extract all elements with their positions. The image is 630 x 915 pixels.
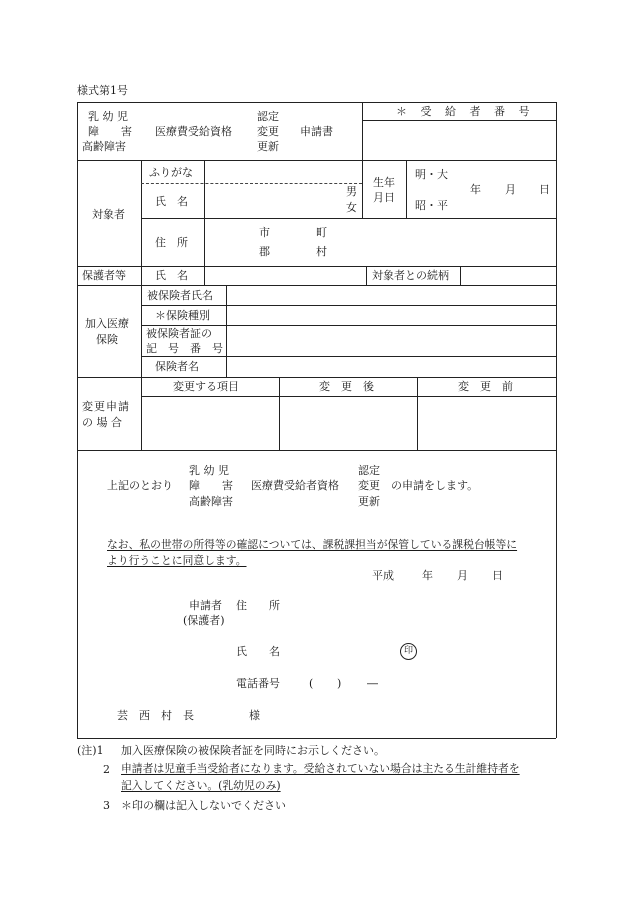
insurance-card-number-field[interactable] <box>227 326 555 355</box>
addressee: 芸 西 村 長 <box>117 709 194 722</box>
furigana-label: ふりがな <box>149 166 193 179</box>
header-subject: 医療費受給資格 <box>155 125 232 138</box>
form-id: 様式第1号 <box>77 84 128 97</box>
change-section-label-2: の 場 合 <box>82 416 122 429</box>
birth-day-unit: 日 <box>539 183 550 196</box>
insurance-card-label-1: 被保険者証の <box>146 327 212 340</box>
relation-field[interactable] <box>461 267 555 284</box>
phone-paren-close: ) <box>337 677 342 690</box>
header-action-renew: 更新 <box>257 140 279 153</box>
birth-label-2: 月日 <box>373 191 395 204</box>
applicant-name-label: 氏 名 <box>236 645 280 658</box>
guardian-name-label: 氏 名 <box>155 269 188 282</box>
decl-action-change: 変更 <box>358 479 380 492</box>
era-meiji-taisho[interactable]: 明・大 <box>415 168 448 181</box>
decl-type-elderly: 高齢障害 <box>189 495 233 508</box>
birth-label-1: 生年 <box>373 176 395 189</box>
insurance-type-field[interactable] <box>227 306 555 324</box>
phone-label: 電話番号 <box>236 677 280 690</box>
date-month-unit: 月 <box>457 569 468 582</box>
change-col-before: 変 更 前 <box>458 380 513 393</box>
insured-name-field[interactable] <box>227 286 555 304</box>
insurance-type-label: ＊保険種別 <box>155 309 210 322</box>
decl-type-infant: 乳 幼 児 <box>189 464 229 477</box>
guardian-name-field[interactable] <box>205 267 365 284</box>
address-unit-county: 郡 <box>259 245 270 258</box>
birth-year-unit: 年 <box>470 183 481 196</box>
note-3-text: ＊印の欄は記入しないでください <box>121 799 286 812</box>
subject-address-label: 住 所 <box>155 236 188 249</box>
header-type-elderly: 高齢障害 <box>82 140 126 153</box>
guardian-paren-label: (保護者) <box>183 614 225 627</box>
note-1-text: 加入医療保険の被保険者証を同時にお示しください。 <box>121 744 385 757</box>
note-2-num: 2 <box>103 763 110 776</box>
change-section-label-1: 変更申請 <box>82 400 130 413</box>
guardian-section-label: 保護者等 <box>82 269 126 282</box>
notes-prefix: (注)1 <box>77 744 104 757</box>
decl-action-certify: 認定 <box>358 464 380 477</box>
insurance-section-label-1: 加入医療 <box>85 317 129 330</box>
header-type-disability: 障 害 <box>88 125 132 138</box>
subject-section-label: 対象者 <box>92 208 125 221</box>
insurance-section-label-2: 保険 <box>96 333 118 346</box>
insured-name-label: 被保険者氏名 <box>147 289 213 302</box>
subject-address-field[interactable] <box>205 219 555 265</box>
header-doc-type: 申請書 <box>300 125 333 138</box>
change-col-item: 変更する項目 <box>173 380 239 393</box>
recipient-number-label: ＊ 受 給 者 番 号 <box>396 105 535 118</box>
applicant-address-field[interactable] <box>290 596 540 614</box>
address-unit-village: 村 <box>316 245 327 258</box>
phone-paren-open: ( <box>309 677 314 690</box>
date-era: 平成 <box>372 569 394 582</box>
change-before-field[interactable] <box>418 397 555 449</box>
insurer-name-field[interactable] <box>227 357 555 376</box>
consent-line-1: なお、私の世帯の所得等の確認については、課税課担当が保管している課税台帳等に <box>107 538 518 551</box>
subject-name-field[interactable] <box>205 185 343 217</box>
decl-action-renew: 更新 <box>358 495 380 508</box>
address-unit-city: 市 <box>259 226 270 239</box>
applicant-label: 申請者 <box>189 599 222 612</box>
date-day-unit: 日 <box>492 569 503 582</box>
applicant-name-field[interactable] <box>290 642 395 660</box>
applicant-address-label: 住 所 <box>236 599 280 612</box>
subject-name-label: 氏 名 <box>155 195 188 208</box>
address-unit-town: 町 <box>316 226 327 239</box>
decl-subject: 医療費受給者資格 <box>251 479 339 492</box>
consent-line-2: より行うことに同意します。 <box>107 554 247 567</box>
phone-dash: ― <box>367 677 378 690</box>
relation-label: 対象者との続柄 <box>372 269 449 282</box>
change-item-field[interactable] <box>142 397 278 449</box>
phone-field[interactable] <box>290 674 420 692</box>
gender-male[interactable]: 男 <box>346 185 357 198</box>
era-showa-heisei[interactable]: 昭・平 <box>415 199 448 212</box>
note-2-text: 申請者は児童手当受給者になります。受給されていない場合は主たる生計維持者を <box>121 762 520 775</box>
decl-type-disability: 障 害 <box>189 479 233 492</box>
note-2-text-cont: 記入してください。(乳幼児のみ) <box>121 779 281 792</box>
note-3-num: 3 <box>103 799 110 812</box>
insurer-name-label: 保険者名 <box>155 360 199 373</box>
date-year-unit: 年 <box>422 569 433 582</box>
gender-female[interactable]: 女 <box>346 201 357 214</box>
furigana-field[interactable] <box>205 161 361 182</box>
change-after-field[interactable] <box>280 397 416 449</box>
decl-suffix: の申請をします。 <box>391 479 479 492</box>
header-action-change: 変更 <box>257 125 279 138</box>
recipient-number-field[interactable] <box>363 121 555 159</box>
header-type-infant: 乳 幼 児 <box>88 110 128 123</box>
decl-prefix: 上記のとおり <box>107 479 173 492</box>
insurance-card-label-2: 記 号 番 号 <box>146 342 223 355</box>
birth-month-unit: 月 <box>505 183 516 196</box>
honorific: 様 <box>249 709 260 722</box>
header-action-certify: 認定 <box>257 110 279 123</box>
seal-mark: 印 <box>400 643 417 660</box>
change-col-after: 変 更 後 <box>319 380 374 393</box>
